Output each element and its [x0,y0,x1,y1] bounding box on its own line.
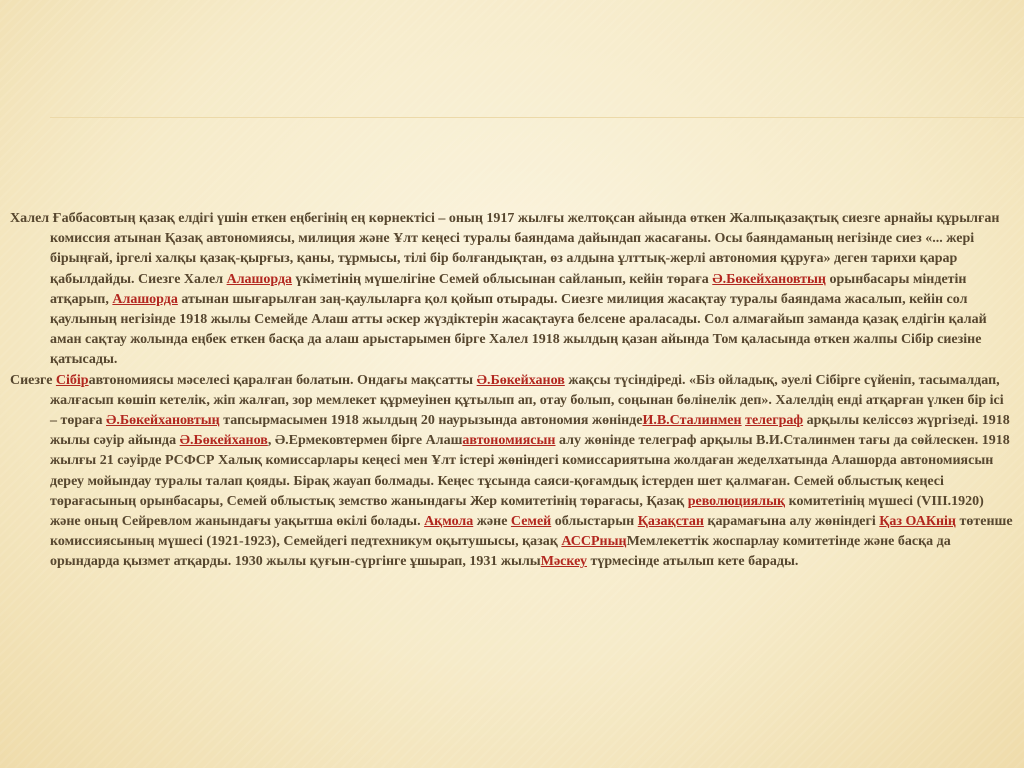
inline-link[interactable]: Қазақстан [637,514,704,530]
text-run: алу жөнінде телеграф арқылы В.И.Сталинмен тағы да сөйлескен. 1918 жылғы 21 сәуірде РСФСР Халық комиссарлары кеңесі мен Ұлт істері жөніндегі комиссариятына жолдаған жеделхатында Алашорда автономиясын дереу мойындау туралы талап қояды. Бірақ жауап болмады. Кеңес тұсында саяси-қоғамдық істерден шет қалмаған. Семей облыстық кеңесі төрағасының орынбасары, Семей облыстық земство жанындағы Жер комитетінің төрағасы, Қазақ [50,433,1010,509]
text-run: , Ә.Ермековтермен бірге Алаш [267,433,463,449]
inline-link[interactable]: автономиясын [462,433,556,449]
inline-link[interactable]: Ә.Бөкейхановтың [106,413,220,429]
text-run: атынан шығарылған заң-қаулыларға қол қойып отырады. Сиезге милиция жасақтау туралы баяндама жасалып, кейін сол қаулының негізінде 1918 жылы Семейде Алаш атты әскер жүздіктерін жасақтауға белсене араласады. Сол алмағайып заманда қазақ елдігін қалай аман сақтау жолында еңбек еткен басқа да алаш арыстарымен бірге Халел 1918 жылдың қазан айында Том қаласында өткен жалпы Сібір сиезіне қатысады. [50,291,987,368]
header-divider-line [50,117,1024,118]
inline-link[interactable]: Сібір [55,372,89,388]
text-run: Мемлекеттік жоспарлау комитетінде және басқа да орындарда қызмет атқарды. 1930 жылы қуғын-сүргінге ұшырап, 1931 жылы [50,534,951,570]
text-run: Сиезге [10,372,56,388]
text-run: үкіметінің мүшелігіне Семей облысынан сайланып, кейін төраға [292,271,713,287]
inline-link[interactable]: Семей [510,514,552,530]
inline-link[interactable]: Ә.Бөкейхановтың [712,271,826,287]
inline-link[interactable]: Қаз ОАКнің [879,514,956,530]
text-run: орынбасары міндетін атқарып, [50,271,967,307]
inline-link[interactable]: Алашорда [112,291,178,307]
text-run: тапсырмасымен 1918 жылдың 20 наурызында автономия жөнінде [219,413,643,429]
inline-link[interactable]: АССРның [561,534,627,550]
text-run: жақсы түсіндіреді. «Біз ойладық, әуелі Сібірге сүйеніп, тасымалдап, жалғасып көшіп кетелік, жіп жалғап, зор мемлекет құрмеуінен құтылып ап, отау болып, соңынан бөлінелік деп». Халелдің енді атқарған үлкен бір ісі – төраға [50,372,1004,429]
inline-link[interactable]: Ә.Бөкейханов [476,372,565,388]
text-run: және [473,514,511,530]
inline-link[interactable]: Ақмола [424,514,474,530]
inline-link[interactable]: И.В.Сталинмен [642,413,742,429]
paragraph [10,371,1014,573]
text-run: автономиясы мәселесі қаралған болатын. Ондағы мақсатты [88,372,477,388]
text-run: облыстарын [551,514,638,530]
text-run: төтенше комиссиясының мүшесі (1921-1923), Семейдегі педтехникум оқытушысы, қазақ [50,514,1013,550]
paragraph [10,209,1014,371]
text-run: қарамағына алу жөніндегі [703,514,880,530]
inline-link[interactable]: Алашорда [226,271,293,287]
text-run: арқылы келіссөз жүргізеді. 1918 жылы сәуір айында [50,413,1010,449]
inline-link[interactable]: Ә.Бөкейханов [179,433,268,449]
slide-body-text [10,209,1014,573]
inline-link[interactable]: телеграф [745,413,804,429]
text-run: түрмесінде атылып кете барады. [586,554,799,570]
text-run: Халел Ғаббасовтың қазақ елдігі үшін еткен еңбегінің ең көрнектісі – оның 1917 жылғы желтоқсан айында өткен Жалпықазақтық сиезге арнайы құрылған комиссия атынан Қазақ автономиясы, милиция және Ұлт кеңесі туралы баяндама дайындап жасағаны. Осы баяндаманың негізінде сиез «... жері бірыңғай, іргелі халқы қазақ-қырғыз, қаны, тұрмысы, тілі бір болғандықтан, өз алдына ұлттық-жерлі автономия құруға» деген тарихи қарар қабылдайды. Сиезге Халел [10,211,1000,287]
inline-link[interactable]: Мәскеу [540,554,587,570]
text-run: комитетінің мүшесі (VIII.1920) және оның Сейревлом жанындағы уақытша өкілі болады. [50,493,984,530]
inline-link[interactable]: революциялық [687,493,786,509]
